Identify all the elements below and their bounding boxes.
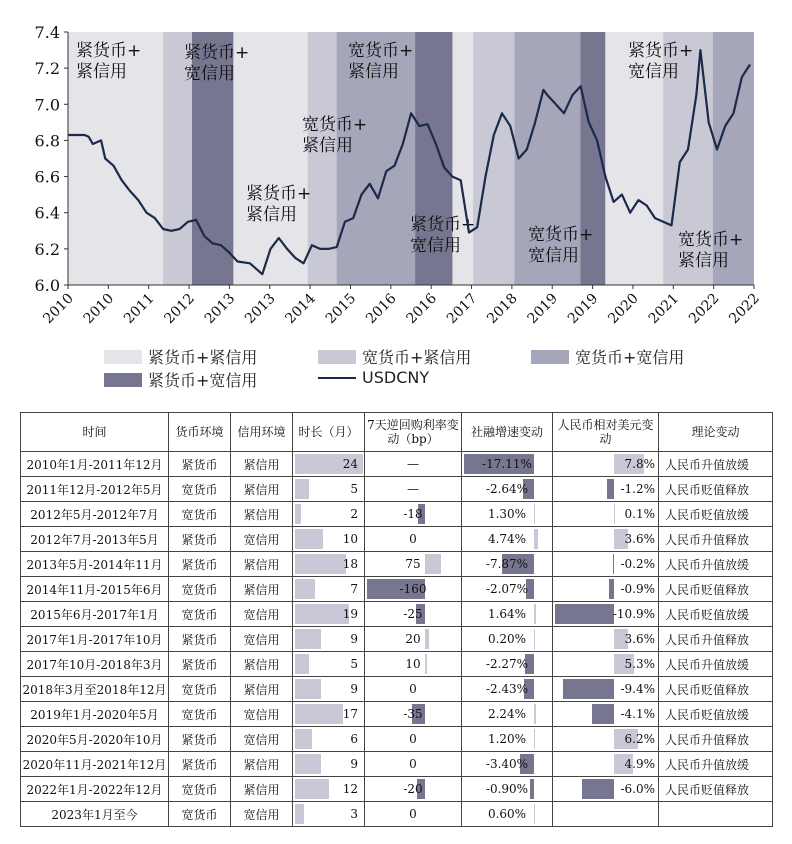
period-cell: 2022年1月-2022年12月 — [21, 777, 169, 802]
table-row — [21, 677, 773, 702]
table-row — [21, 752, 773, 777]
credit-cell: 紧信用 — [231, 677, 293, 702]
money-cell: 紧货币 — [169, 552, 231, 577]
annotation-line: 宽货币+ — [348, 41, 414, 61]
legend-item-loose-tight — [318, 345, 471, 368]
value-bar — [534, 704, 536, 724]
rmb-change-cell — [553, 777, 659, 802]
header-social-financing: 社融增速变动 — [462, 413, 553, 452]
money-cell: 宽货币 — [169, 502, 231, 527]
money-cell: 宽货币 — [169, 677, 231, 702]
months-cell — [293, 477, 365, 502]
period-cell: 2020年11月-2021年12月 — [21, 752, 169, 777]
rmb-change-cell — [553, 752, 659, 777]
repo-rate-cell — [365, 702, 462, 727]
repo-rate-value: -20 — [403, 782, 423, 796]
annotation-line: 紧信用 — [302, 136, 353, 156]
repo-rate-cell — [365, 452, 462, 477]
table-row — [21, 777, 773, 802]
repo-rate-value: 0 — [409, 682, 417, 696]
repo-rate-cell — [365, 577, 462, 602]
value-bar — [534, 504, 535, 524]
y-tick-label: 6.4 — [34, 203, 60, 223]
repo-rate-value: — — [407, 482, 419, 496]
months-value: 18 — [342, 557, 358, 571]
period-cell: 2020年5月-2020年10月 — [21, 727, 169, 752]
months-cell — [293, 677, 365, 702]
social-financing-value: 1.30% — [487, 507, 527, 521]
y-tick-label: 6.0 — [34, 276, 60, 295]
value-bar — [425, 554, 441, 574]
region-band — [473, 32, 514, 285]
credit-cell: 宽信用 — [231, 702, 293, 727]
social-financing-value: -2.07% — [485, 582, 529, 596]
months-value: 5 — [350, 482, 358, 496]
months-value: 7 — [350, 582, 358, 596]
header-months: 时长（月） — [293, 413, 365, 452]
x-tick-label: 2016 — [363, 290, 400, 328]
social-financing-value: 0.20% — [487, 632, 527, 646]
rmb-change-cell — [553, 702, 659, 727]
annotation-line: 紧货币+ — [410, 215, 476, 235]
value-bar — [534, 729, 535, 749]
repo-rate-value: -35 — [403, 707, 423, 721]
table-row — [21, 527, 773, 552]
legend-item-tight-loose — [104, 368, 257, 391]
money-cell: 宽货币 — [169, 802, 231, 827]
social-financing-value: -0.90% — [485, 782, 529, 796]
credit-cell: 紧信用 — [231, 477, 293, 502]
repo-rate-cell — [365, 552, 462, 577]
value-bar — [295, 754, 321, 774]
period-cell: 2019年1月-2020年5月 — [21, 702, 169, 727]
x-tick-label: 2021 — [645, 290, 683, 328]
header-repo-rate: 7天逆回购利率变动（bp） — [365, 413, 462, 452]
value-bar — [425, 654, 427, 674]
social-financing-cell — [462, 477, 553, 502]
value-bar — [295, 629, 321, 649]
x-tick-label: 2022 — [726, 290, 763, 328]
theory-cell: 人民币升值释放 — [659, 627, 773, 652]
months-value: 17 — [342, 707, 358, 721]
rmb-change-value: 5.3% — [624, 657, 655, 671]
table-row — [21, 702, 773, 727]
period-cell: 2015年6月-2017年1月 — [21, 602, 169, 627]
repo-rate-cell — [365, 477, 462, 502]
value-bar — [592, 704, 614, 724]
x-tick-label: 2022 — [685, 290, 723, 328]
money-cell: 紧货币 — [169, 752, 231, 777]
social-financing-value: -3.40% — [485, 757, 529, 771]
social-financing-cell — [462, 802, 553, 827]
months-cell — [293, 552, 365, 577]
value-bar — [295, 529, 323, 549]
rmb-change-value: 3.6% — [624, 632, 655, 646]
value-bar — [609, 579, 614, 599]
annotation-line: 紧货币+ — [628, 41, 694, 61]
period-cell: 2011年12月-2012年5月 — [21, 477, 169, 502]
social-financing-value: 2.24% — [487, 707, 527, 721]
value-bar — [534, 604, 536, 624]
money-cell: 宽货币 — [169, 702, 231, 727]
rmb-change-value: -0.2% — [620, 557, 655, 571]
social-financing-cell — [462, 677, 553, 702]
social-financing-cell — [462, 652, 553, 677]
y-tick-label: 6.2 — [34, 239, 60, 259]
social-financing-cell — [462, 527, 553, 552]
rmb-change-cell — [553, 552, 659, 577]
x-tick-label: 2013 — [201, 290, 239, 328]
y-tick-label: 7.4 — [34, 23, 60, 42]
rmb-change-cell — [553, 602, 659, 627]
social-financing-value: -17.11% — [482, 457, 532, 471]
months-cell — [293, 627, 365, 652]
legend-item-loose-loose — [531, 345, 684, 368]
x-tick-label: 2011 — [121, 290, 158, 328]
x-tick-label: 2018 — [484, 290, 521, 328]
table-row — [21, 627, 773, 652]
months-cell — [293, 577, 365, 602]
months-value: 9 — [350, 632, 358, 646]
rmb-change-value: -10.9% — [612, 607, 655, 621]
months-cell — [293, 602, 365, 627]
table-header-row — [21, 413, 773, 452]
header-credit: 信用环境 — [231, 413, 293, 452]
table-row — [21, 452, 773, 477]
repo-rate-cell — [365, 502, 462, 527]
repo-rate-value: 20 — [405, 632, 421, 646]
header-rmb-change: 人民币相对美元变动 — [553, 413, 659, 452]
social-financing-cell — [462, 452, 553, 477]
y-tick-label: 7.2 — [34, 59, 60, 79]
table-row — [21, 652, 773, 677]
credit-cell: 宽信用 — [231, 727, 293, 752]
value-bar — [563, 679, 614, 699]
rmb-change-cell — [553, 577, 659, 602]
period-cell: 2010年1月-2011年12月 — [21, 452, 169, 477]
money-cell: 宽货币 — [169, 477, 231, 502]
annotation-line: 宽货币+ — [302, 115, 368, 135]
repo-rate-cell — [365, 752, 462, 777]
repo-rate-cell — [365, 627, 462, 652]
money-cell: 紧货币 — [169, 452, 231, 477]
period-cell: 2017年10月-2018年3月 — [21, 652, 169, 677]
annotation-line: 紧信用 — [348, 62, 399, 82]
legend-swatch — [104, 373, 142, 387]
theory-cell: 人民币贬值释放 — [659, 777, 773, 802]
months-value: 24 — [342, 457, 358, 471]
social-financing-cell — [462, 752, 553, 777]
period-cell: 2017年1月-2017年10月 — [21, 627, 169, 652]
theory-cell: 人民币贬值放缓 — [659, 602, 773, 627]
repo-rate-cell — [365, 652, 462, 677]
money-cell: 宽货币 — [169, 602, 231, 627]
repo-rate-value: 0 — [409, 807, 417, 821]
annotation-line: 宽货币+ — [528, 225, 594, 245]
annotation-line: 宽信用 — [528, 246, 579, 266]
table-row — [21, 502, 773, 527]
theory-cell: 人民币升值放缓 — [659, 552, 773, 577]
value-bar — [295, 554, 346, 574]
months-cell — [293, 802, 365, 827]
social-financing-cell — [462, 702, 553, 727]
social-financing-cell — [462, 552, 553, 577]
x-tick-label: 2010 — [40, 290, 77, 328]
value-bar — [295, 654, 309, 674]
value-bar — [555, 604, 614, 624]
annotation-line: 宽信用 — [410, 236, 461, 256]
repo-rate-cell — [365, 777, 462, 802]
credit-cell: 紧信用 — [231, 452, 293, 477]
credit-cell: 紧信用 — [231, 652, 293, 677]
repo-rate-cell — [365, 727, 462, 752]
social-financing-value: -7.87% — [485, 557, 529, 571]
money-cell: 宽货币 — [169, 577, 231, 602]
value-bar — [295, 604, 349, 624]
x-tick-label: 2017 — [443, 290, 481, 328]
legend-label: 宽货币+宽信用 — [575, 348, 685, 367]
months-value: 5 — [350, 657, 358, 671]
credit-cell: 宽信用 — [231, 802, 293, 827]
policy-table — [20, 412, 772, 836]
repo-rate-value: 10 — [405, 657, 421, 671]
social-financing-cell — [462, 602, 553, 627]
header-period: 时间 — [21, 413, 169, 452]
months-value: 10 — [342, 532, 358, 546]
social-financing-cell — [462, 627, 553, 652]
months-value: 6 — [350, 732, 358, 746]
table-row — [21, 802, 773, 827]
months-cell — [293, 727, 365, 752]
value-bar — [425, 629, 429, 649]
rmb-change-cell — [553, 802, 659, 827]
rmb-change-value: 6.2% — [624, 732, 655, 746]
value-bar — [530, 779, 534, 799]
x-tick-label: 2012 — [161, 290, 198, 328]
rmb-change-value: 4.9% — [624, 757, 655, 771]
social-financing-value: -2.43% — [485, 682, 529, 696]
credit-cell: 宽信用 — [231, 602, 293, 627]
annotation-line: 宽信用 — [628, 62, 679, 82]
months-value: 19 — [342, 607, 358, 621]
rmb-change-cell — [553, 527, 659, 552]
value-bar — [295, 729, 312, 749]
period-cell: 2012年5月-2012年7月 — [21, 502, 169, 527]
social-financing-value: -2.27% — [485, 657, 529, 671]
legend-item-usdcny — [318, 368, 429, 387]
value-bar — [534, 804, 535, 824]
social-financing-cell — [462, 502, 553, 527]
value-bar — [534, 529, 538, 549]
repo-rate-value: 0 — [409, 732, 417, 746]
social-financing-value: 1.20% — [487, 732, 527, 746]
rmb-change-cell — [553, 652, 659, 677]
theory-cell: 人民币升值放缓 — [659, 752, 773, 777]
x-tick-label: 2019 — [564, 290, 602, 328]
theory-cell: 人民币升值放缓 — [659, 452, 773, 477]
theory-cell — [659, 802, 773, 827]
months-cell — [293, 652, 365, 677]
theory-cell: 人民币升值放缓 — [659, 652, 773, 677]
legend-label: 紧货币+紧信用 — [148, 348, 258, 367]
table-row — [21, 477, 773, 502]
y-tick-label: 6.8 — [34, 131, 60, 151]
theory-cell: 人民币贬值释放 — [659, 677, 773, 702]
x-tick-label: 2013 — [242, 290, 279, 328]
table-row — [21, 727, 773, 752]
value-bar — [295, 679, 321, 699]
annotation-line: 宽货币+ — [678, 230, 744, 250]
value-bar — [607, 479, 613, 499]
repo-rate-value: — — [407, 457, 419, 471]
header-theory: 理论变动 — [659, 413, 773, 452]
money-cell: 紧货币 — [169, 527, 231, 552]
social-financing-cell — [462, 727, 553, 752]
table-row — [21, 552, 773, 577]
money-cell: 紧货币 — [169, 652, 231, 677]
social-financing-value: 0.60% — [487, 807, 527, 821]
period-cell: 2014年11月-2015年6月 — [21, 577, 169, 602]
legend-item-tight-tight — [104, 345, 257, 368]
legend-label: USDCNY — [362, 368, 430, 387]
usdcny-chart — [0, 0, 792, 340]
x-tick-label: 2014 — [282, 290, 319, 328]
theory-cell: 人民币升值释放 — [659, 727, 773, 752]
months-value: 2 — [350, 507, 358, 521]
x-tick-label: 2010 — [80, 290, 118, 328]
repo-rate-cell — [365, 602, 462, 627]
rmb-change-value: -4.1% — [620, 707, 655, 721]
legend-line — [318, 377, 356, 379]
rmb-change-cell — [553, 477, 659, 502]
value-bar — [295, 804, 304, 824]
credit-cell: 紧信用 — [231, 552, 293, 577]
rmb-change-cell — [553, 502, 659, 527]
rmb-change-cell — [553, 452, 659, 477]
legend-swatch — [318, 350, 356, 364]
y-tick-label: 6.6 — [34, 167, 60, 187]
repo-rate-cell — [365, 802, 462, 827]
months-cell — [293, 452, 365, 477]
months-value: 9 — [350, 757, 358, 771]
rmb-change-value: -0.9% — [620, 582, 655, 596]
rmb-change-cell — [553, 727, 659, 752]
repo-rate-value: -18 — [403, 507, 423, 521]
rmb-change-value: 3.6% — [624, 532, 655, 546]
money-cell: 宽货币 — [169, 777, 231, 802]
social-financing-value: -2.64% — [485, 482, 529, 496]
header-money: 货币环境 — [169, 413, 231, 452]
repo-rate-cell — [365, 677, 462, 702]
credit-cell: 紧信用 — [231, 777, 293, 802]
rmb-change-value: -1.2% — [620, 482, 655, 496]
months-cell — [293, 702, 365, 727]
credit-cell: 紧信用 — [231, 502, 293, 527]
value-bar — [295, 479, 309, 499]
value-bar — [295, 504, 301, 524]
rmb-change-cell — [553, 677, 659, 702]
legend-swatch — [104, 350, 142, 364]
months-cell — [293, 502, 365, 527]
repo-rate-value: 0 — [409, 532, 417, 546]
annotation-line: 紧信用 — [246, 205, 297, 225]
credit-cell: 宽信用 — [231, 627, 293, 652]
credit-cell: 宽信用 — [231, 527, 293, 552]
social-financing-cell — [462, 577, 553, 602]
table-row — [21, 577, 773, 602]
rmb-change-value: -9.4% — [620, 682, 655, 696]
annotation-line: 宽信用 — [184, 64, 235, 84]
months-value: 9 — [350, 682, 358, 696]
social-financing-value: 1.64% — [487, 607, 527, 621]
money-cell: 紧货币 — [169, 627, 231, 652]
repo-rate-value: 75 — [405, 557, 421, 571]
rmb-change-value: -6.0% — [620, 782, 655, 796]
months-cell — [293, 527, 365, 552]
repo-rate-value: -25 — [403, 607, 423, 621]
legend-swatch — [531, 350, 569, 364]
months-value: 12 — [342, 782, 358, 796]
credit-cell: 紧信用 — [231, 752, 293, 777]
months-cell — [293, 752, 365, 777]
value-bar — [295, 704, 343, 724]
annotation-line: 紧货币+ — [246, 184, 312, 204]
theory-cell: 人民币贬值释放 — [659, 477, 773, 502]
annotation-line: 紧货币+ — [76, 41, 142, 61]
theory-cell: 人民币贬值放缓 — [659, 502, 773, 527]
x-tick-label: 2015 — [322, 290, 360, 328]
annotation-line: 紧信用 — [678, 251, 729, 271]
x-tick-label: 2020 — [605, 290, 642, 328]
repo-rate-value: -160 — [399, 582, 427, 596]
rmb-change-cell — [553, 627, 659, 652]
x-tick-label: 2019 — [524, 290, 562, 328]
social-financing-cell — [462, 777, 553, 802]
y-tick-label: 7.0 — [34, 95, 60, 115]
months-value: 3 — [350, 807, 358, 821]
value-bar — [613, 554, 614, 574]
rmb-change-value: 0.1% — [624, 507, 655, 521]
x-tick-label: 2016 — [403, 290, 441, 328]
repo-rate-value: 0 — [409, 757, 417, 771]
money-cell: 紧货币 — [169, 727, 231, 752]
annotation-line: 紧货币+ — [184, 43, 250, 63]
repo-rate-cell — [365, 527, 462, 552]
annotation-line: 紧信用 — [76, 62, 127, 82]
legend-label: 紧货币+宽信用 — [148, 371, 258, 390]
period-cell: 2013年5月-2014年11月 — [21, 552, 169, 577]
credit-cell: 紧信用 — [231, 577, 293, 602]
legend-label: 宽货币+紧信用 — [362, 348, 472, 367]
months-cell — [293, 777, 365, 802]
period-cell: 2018年3月至2018年12月 — [21, 677, 169, 702]
theory-cell: 人民币贬值释放 — [659, 577, 773, 602]
theory-cell: 人民币升值释放 — [659, 527, 773, 552]
period-cell: 2012年7月-2013年5月 — [21, 527, 169, 552]
value-bar — [295, 579, 315, 599]
value-bar — [582, 779, 614, 799]
rmb-change-value: 7.8% — [624, 457, 655, 471]
social-financing-value: 4.74% — [487, 532, 527, 546]
table-row — [21, 602, 773, 627]
period-cell: 2023年1月至今 — [21, 802, 169, 827]
theory-cell: 人民币贬值放缓 — [659, 702, 773, 727]
value-bar — [295, 779, 329, 799]
